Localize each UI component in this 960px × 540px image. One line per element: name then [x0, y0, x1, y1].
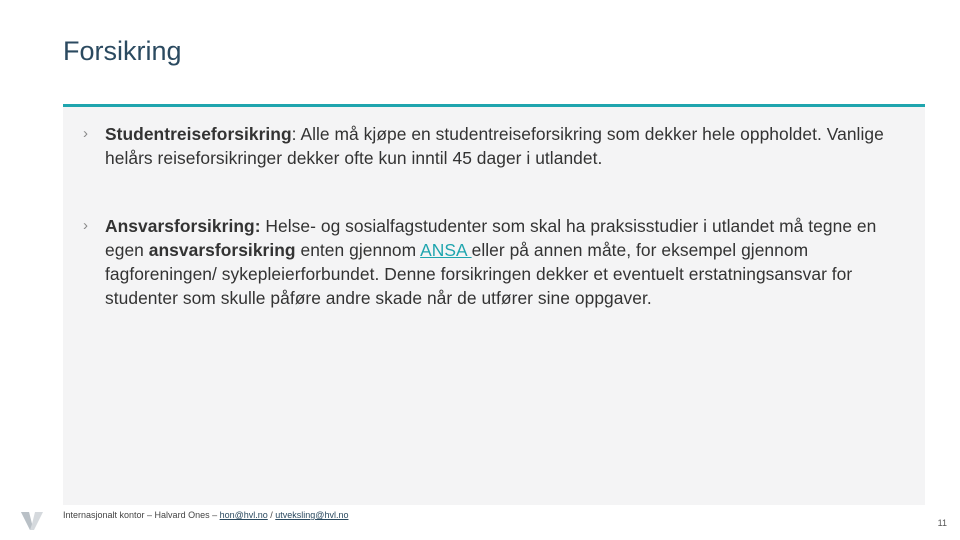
footer — [63, 510, 348, 520]
bullet-text — [105, 122, 903, 170]
footer-email-link[interactable]: utveksling@hvl.no — [275, 510, 349, 520]
bullet-text — [105, 214, 903, 310]
footer-text: Internasjonalt kontor – Halvard Ones – — [63, 510, 220, 520]
bullet-body-after: eller på annen måte, for eksempel gjennom fagforeningen/ sykepleierforbundet. Denne forsikringen dekker et eventuelt erstatningsansvar for studenter som skulle påføre andre skade når de utfører sine oppgaver. — [105, 240, 853, 308]
hvl-logo-icon — [20, 510, 44, 532]
bullet-body-before: Helse- og sosialfagstudenter som skal ha praksisstudier i utlandet må tegne en egen — [105, 216, 877, 260]
bullet-bold-inline: ansvarsforsikring — [148, 240, 296, 260]
bullet-studentreiseforsikring — [83, 122, 903, 170]
content-panel — [63, 107, 925, 505]
chevron-right-icon: › — [83, 125, 89, 142]
bullet-term: Ansvarsforsikring: — [105, 216, 261, 236]
footer-separator: / — [267, 510, 276, 520]
bullet-term: Studentreiseforsikring — [105, 124, 292, 144]
footer-email-link[interactable]: hon@hvl.no — [219, 510, 268, 520]
bullet-body: : Alle må kjøpe en studentreiseforsikring som dekker hele oppholdet. Vanlige helårs reiseforsikringer dekker ofte kun inntil 45 dager i utlandet. — [105, 124, 884, 168]
chevron-right-icon: › — [83, 217, 89, 234]
bullet-body-middle: enten gjennom — [295, 240, 421, 260]
ansa-link[interactable]: ANSA — [420, 240, 472, 260]
page-number: 11 — [937, 518, 947, 528]
bullet-ansvarsforsikring — [83, 214, 903, 310]
page-title: Forsikring — [63, 36, 182, 66]
